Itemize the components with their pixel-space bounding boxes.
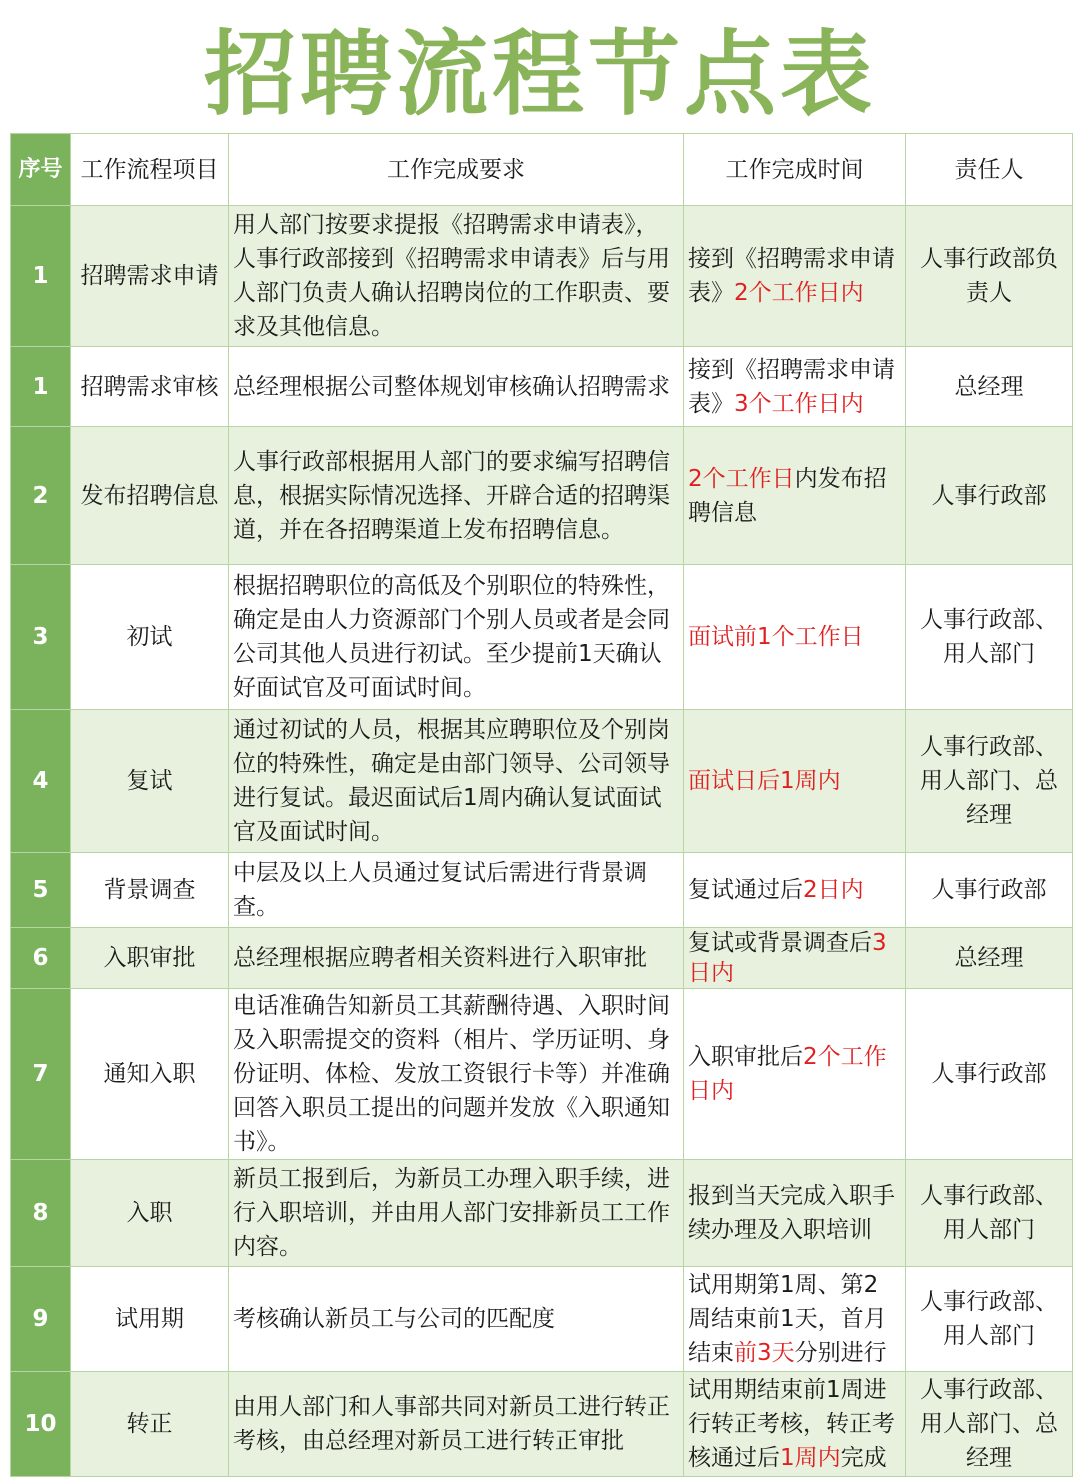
table-row xyxy=(11,1160,1073,1267)
page-title: 招聘流程节点表 xyxy=(203,20,876,128)
row-time xyxy=(684,1372,906,1477)
row-seq: 5 xyxy=(11,853,71,928)
time-highlight: 2日内 xyxy=(803,877,864,903)
row-owner: 总经理 xyxy=(906,928,1073,989)
row-time xyxy=(684,347,906,427)
recruitment-process-table xyxy=(10,133,1073,1477)
table-row xyxy=(11,206,1073,347)
row-requirement: 考核确认新员工与公司的匹配度 xyxy=(229,1267,684,1372)
table-row xyxy=(11,989,1073,1160)
row-requirement: 总经理根据公司整体规划审核确认招聘需求 xyxy=(229,347,684,427)
time-text: 接到《招聘需求申请表》 xyxy=(688,356,895,417)
table-row xyxy=(11,1372,1073,1477)
row-owner: 人事行政部、用人部门 xyxy=(906,565,1073,710)
row-item: 试用期 xyxy=(71,1267,229,1372)
row-seq: 1 xyxy=(11,347,71,427)
table-row xyxy=(11,1267,1073,1372)
table-row xyxy=(11,853,1073,928)
row-seq: 3 xyxy=(11,565,71,710)
row-time xyxy=(684,1267,906,1372)
row-time xyxy=(684,427,906,565)
header-seq: 序号 xyxy=(11,134,71,206)
header-time: 工作完成时间 xyxy=(684,134,906,206)
row-seq: 2 xyxy=(11,427,71,565)
row-seq: 6 xyxy=(11,928,71,989)
row-item: 通知入职 xyxy=(71,989,229,1160)
header-requirement: 工作完成要求 xyxy=(229,134,684,206)
row-requirement: 中层及以上人员通过复试后需进行背景调查。 xyxy=(229,853,684,928)
time-text-suffix: 内发布招聘信息 xyxy=(688,465,887,526)
row-item: 转正 xyxy=(71,1372,229,1477)
header-item: 工作流程项目 xyxy=(71,134,229,206)
table-row xyxy=(11,565,1073,710)
row-owner: 人事行政部、用人部门 xyxy=(906,1267,1073,1372)
time-highlight: 3个工作日内 xyxy=(734,390,864,417)
row-item: 背景调查 xyxy=(71,853,229,928)
row-item: 入职 xyxy=(71,1160,229,1267)
row-item: 初试 xyxy=(71,565,229,710)
row-requirement: 电话准确告知新员工其薪酬待遇、入职时间及入职需提交的资料（相片、学历证明、身份证明、体检、发放工资银行卡等）并准确回答入职员工提出的问题并发放《入职通知书》。 xyxy=(229,989,684,1160)
row-item: 入职审批 xyxy=(71,928,229,989)
row-requirement: 新员工报到后，为新员工办理入职手续，进行入职培训，并由用人部门安排新员工工作内容。 xyxy=(229,1160,684,1267)
row-seq: 8 xyxy=(11,1160,71,1267)
time-highlight: 2个工作日内 xyxy=(734,280,864,306)
time-text-suffix: 分别进行 xyxy=(794,1340,887,1366)
row-time xyxy=(684,1160,906,1267)
row-seq: 10 xyxy=(11,1372,71,1477)
row-seq: 9 xyxy=(11,1267,71,1372)
header-owner: 责任人 xyxy=(906,134,1073,206)
table-row xyxy=(11,347,1073,427)
row-seq: 1 xyxy=(11,206,71,347)
row-requirement: 由用人部门和人事部共同对新员工进行转正考核，由总经理对新员工进行转正审批 xyxy=(229,1372,684,1477)
time-text: 入职审批后 xyxy=(688,1044,803,1070)
time-text: 复试或背景调查后 xyxy=(688,930,872,956)
time-highlight: 2个工作日内 xyxy=(688,1044,887,1104)
time-text: 接到《招聘需求申请表》 xyxy=(688,246,895,306)
table-row xyxy=(11,928,1073,989)
time-highlight: 面试日后1周内 xyxy=(688,768,841,794)
row-time xyxy=(684,928,906,989)
row-item: 复试 xyxy=(71,710,229,853)
time-text: 试用期结束前1周进行转正考核，转正考核通过后 xyxy=(688,1377,895,1471)
row-requirement: 人事行政部根据用人部门的要求编写招聘信息，根据实际情况选择、开辟合适的招聘渠道，并在各招聘渠道上发布招聘信息。 xyxy=(229,427,684,565)
row-owner: 人事行政部负责人 xyxy=(906,206,1073,347)
time-highlight: 前3天 xyxy=(734,1340,795,1366)
row-owner: 总经理 xyxy=(906,347,1073,427)
time-highlight: 3日内 xyxy=(688,930,887,986)
header-row xyxy=(11,134,1073,206)
row-owner: 人事行政部、用人部门、总经理 xyxy=(906,1372,1073,1477)
row-item: 招聘需求申请 xyxy=(71,206,229,347)
row-owner: 人事行政部 xyxy=(906,427,1073,565)
time-text: 试用期第1周、第2周结束前1天，首月结束 xyxy=(688,1272,887,1366)
row-time xyxy=(684,206,906,347)
row-seq: 4 xyxy=(11,710,71,853)
row-requirement: 用人部门按要求提报《招聘需求申请表》，人事行政部接到《招聘需求申请表》后与用人部门负责人确认招聘岗位的工作职责、要求及其他信息。 xyxy=(229,206,684,347)
row-time xyxy=(684,989,906,1160)
time-text-suffix: 完成 xyxy=(840,1445,887,1471)
row-owner: 人事行政部、用人部门 xyxy=(906,1160,1073,1267)
row-item: 招聘需求审核 xyxy=(71,347,229,427)
row-item: 发布招聘信息 xyxy=(71,427,229,565)
row-time xyxy=(684,565,906,710)
time-text: 报到当天完成入职手续办理及入职培训 xyxy=(688,1183,895,1243)
time-highlight: 1周内 xyxy=(780,1445,841,1471)
table-row xyxy=(11,710,1073,853)
table-row xyxy=(11,427,1073,565)
row-owner: 人事行政部、用人部门、总经理 xyxy=(906,710,1073,853)
row-requirement: 总经理根据应聘者相关资料进行入职审批 xyxy=(229,928,684,989)
row-requirement: 通过初试的人员，根据其应聘职位及个别岗位的特殊性，确定是由部门领导、公司领导进行复试。最迟面试后1周内确认复试面试官及面试时间。 xyxy=(229,710,684,853)
time-highlight: 2个工作日 xyxy=(688,465,795,492)
row-time xyxy=(684,853,906,928)
row-seq: 7 xyxy=(11,989,71,1160)
row-time xyxy=(684,710,906,853)
row-requirement: 根据招聘职位的高低及个别职位的特殊性，确定是由人力资源部门个别人员或者是会同公司其他人员进行初试。至少提前1天确认好面试官及可面试时间。 xyxy=(229,565,684,710)
row-owner: 人事行政部 xyxy=(906,853,1073,928)
time-text: 复试通过后 xyxy=(688,877,803,903)
time-highlight: 面试前1个工作日 xyxy=(688,624,864,650)
row-owner: 人事行政部 xyxy=(906,989,1073,1160)
